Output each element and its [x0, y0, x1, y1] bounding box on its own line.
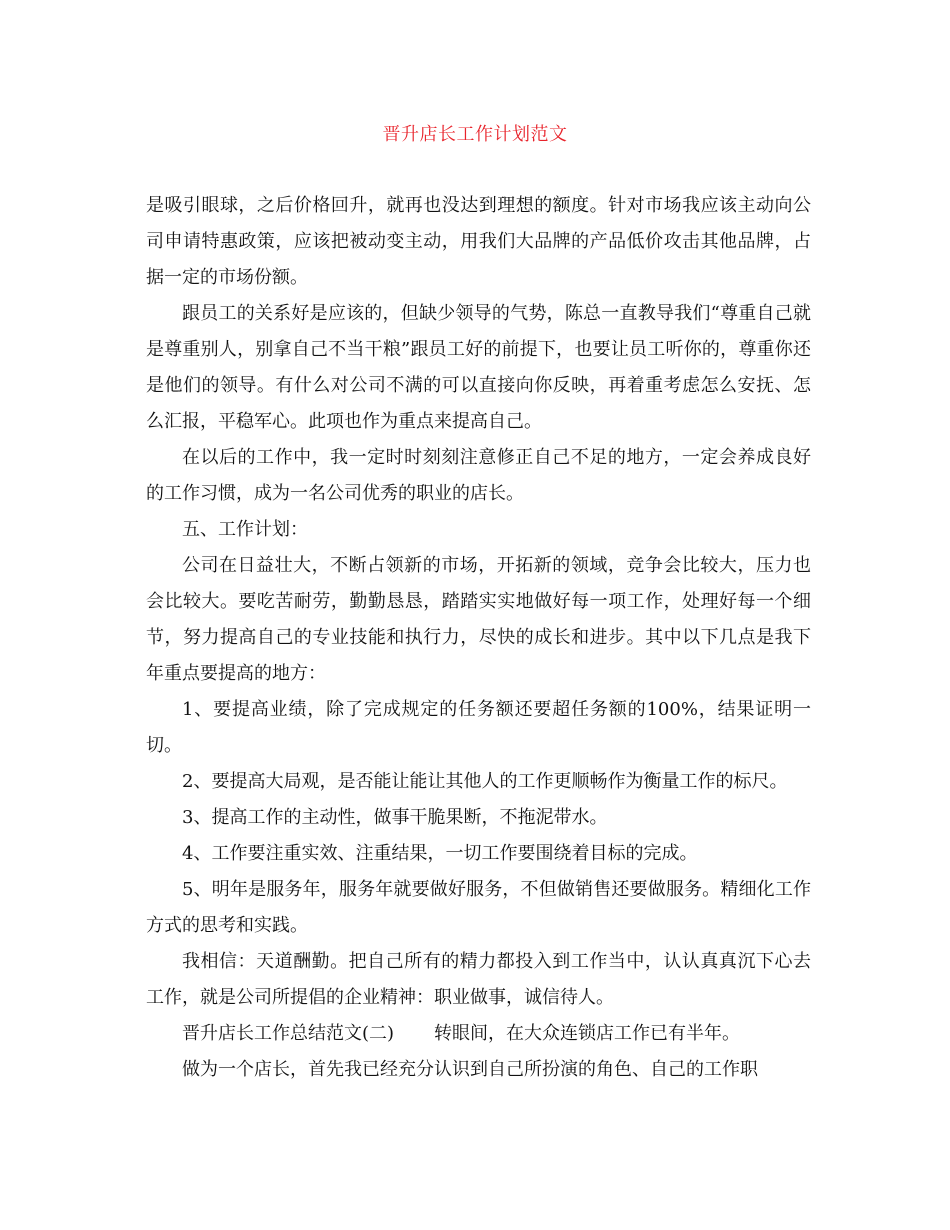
paragraph-4: 公司在日益壮大，不断占领新的市场，开拓新的领域，竞争会比较大，压力也会比较大。要吃苦耐劳，勤勤恳恳，踏踏实实地做好每一项工作，处理好每一个细节，努力提高自己的专业技能和执行力，尽快的成长和进步。其中以下几点是我下年重点要提高的地方： — [146, 555, 811, 684]
paragraph-2: 跟员工的关系好是应该的，但缺少领导的气势，陈总一直教导我们“尊重自己就是尊重别人，别拿自己不当干粮”跟员工好的前提下，也要让员工听你的，尊重你还是他们的领导。有什么对公司不满的可以直接向你反映，再着重考虑怎么安抚、怎么汇报，平稳军心。此项也作为重点来提高自己。 — [146, 303, 811, 432]
section-2-line — [146, 1016, 811, 1052]
document-body — [146, 188, 811, 1088]
plan-item-4: 4、工作要注重实效、注重结果，一切工作要围绕着目标的完成。 — [182, 843, 698, 864]
paragraph-1: 是吸引眼球，之后价格回升，就再也没达到理想的额度。针对市场我应该主动向公司申请特惠政策，应该把被动变主动，用我们大品牌的产品低价攻击其他品牌，占据一定的市场份额。 — [146, 195, 811, 288]
plan-item-3: 3、提高工作的主动性，做事干脆果断，不拖泥带水。 — [182, 807, 608, 828]
paragraph-3: 在以后的工作中，我一定时时刻刻注意修正自己不足的地方，一定会养成良好的工作习惯，成为一名公司优秀的职业的店长。 — [146, 447, 811, 504]
document-title: 晋升店长工作计划范文 — [382, 124, 568, 145]
section-2-lead: 转眼间，在大众连锁店工作已有半年。 — [434, 1023, 741, 1044]
paragraph-5: 我相信：天道酬勤。把自己所有的精力都投入到工作当中，认认真真沉下心去工作，就是公司所提倡的企业精神：职业做事，诚信待人。 — [146, 951, 811, 1008]
plan-item-5: 5、明年是服务年，服务年就要做好服务，不但做销售还要做服务。精细化工作方式的思考和实践。 — [146, 879, 811, 936]
paragraph-last: 做为一个店长，首先我已经充分认识到自己所扮演的角色、自己的工作职 — [182, 1059, 758, 1080]
plan-item-1: 1、要提高业绩，除了完成规定的任务额还要超任务额的100%，结果证明一切。 — [146, 699, 811, 756]
section-2-heading: 晋升店长工作总结范文(二) — [182, 1023, 395, 1044]
plan-item-2: 2、要提高大局观，是否能让能让其他人的工作更顺畅作为衡量工作的标尺。 — [182, 771, 788, 792]
section-heading-work-plan: 五、工作计划： — [182, 519, 308, 540]
